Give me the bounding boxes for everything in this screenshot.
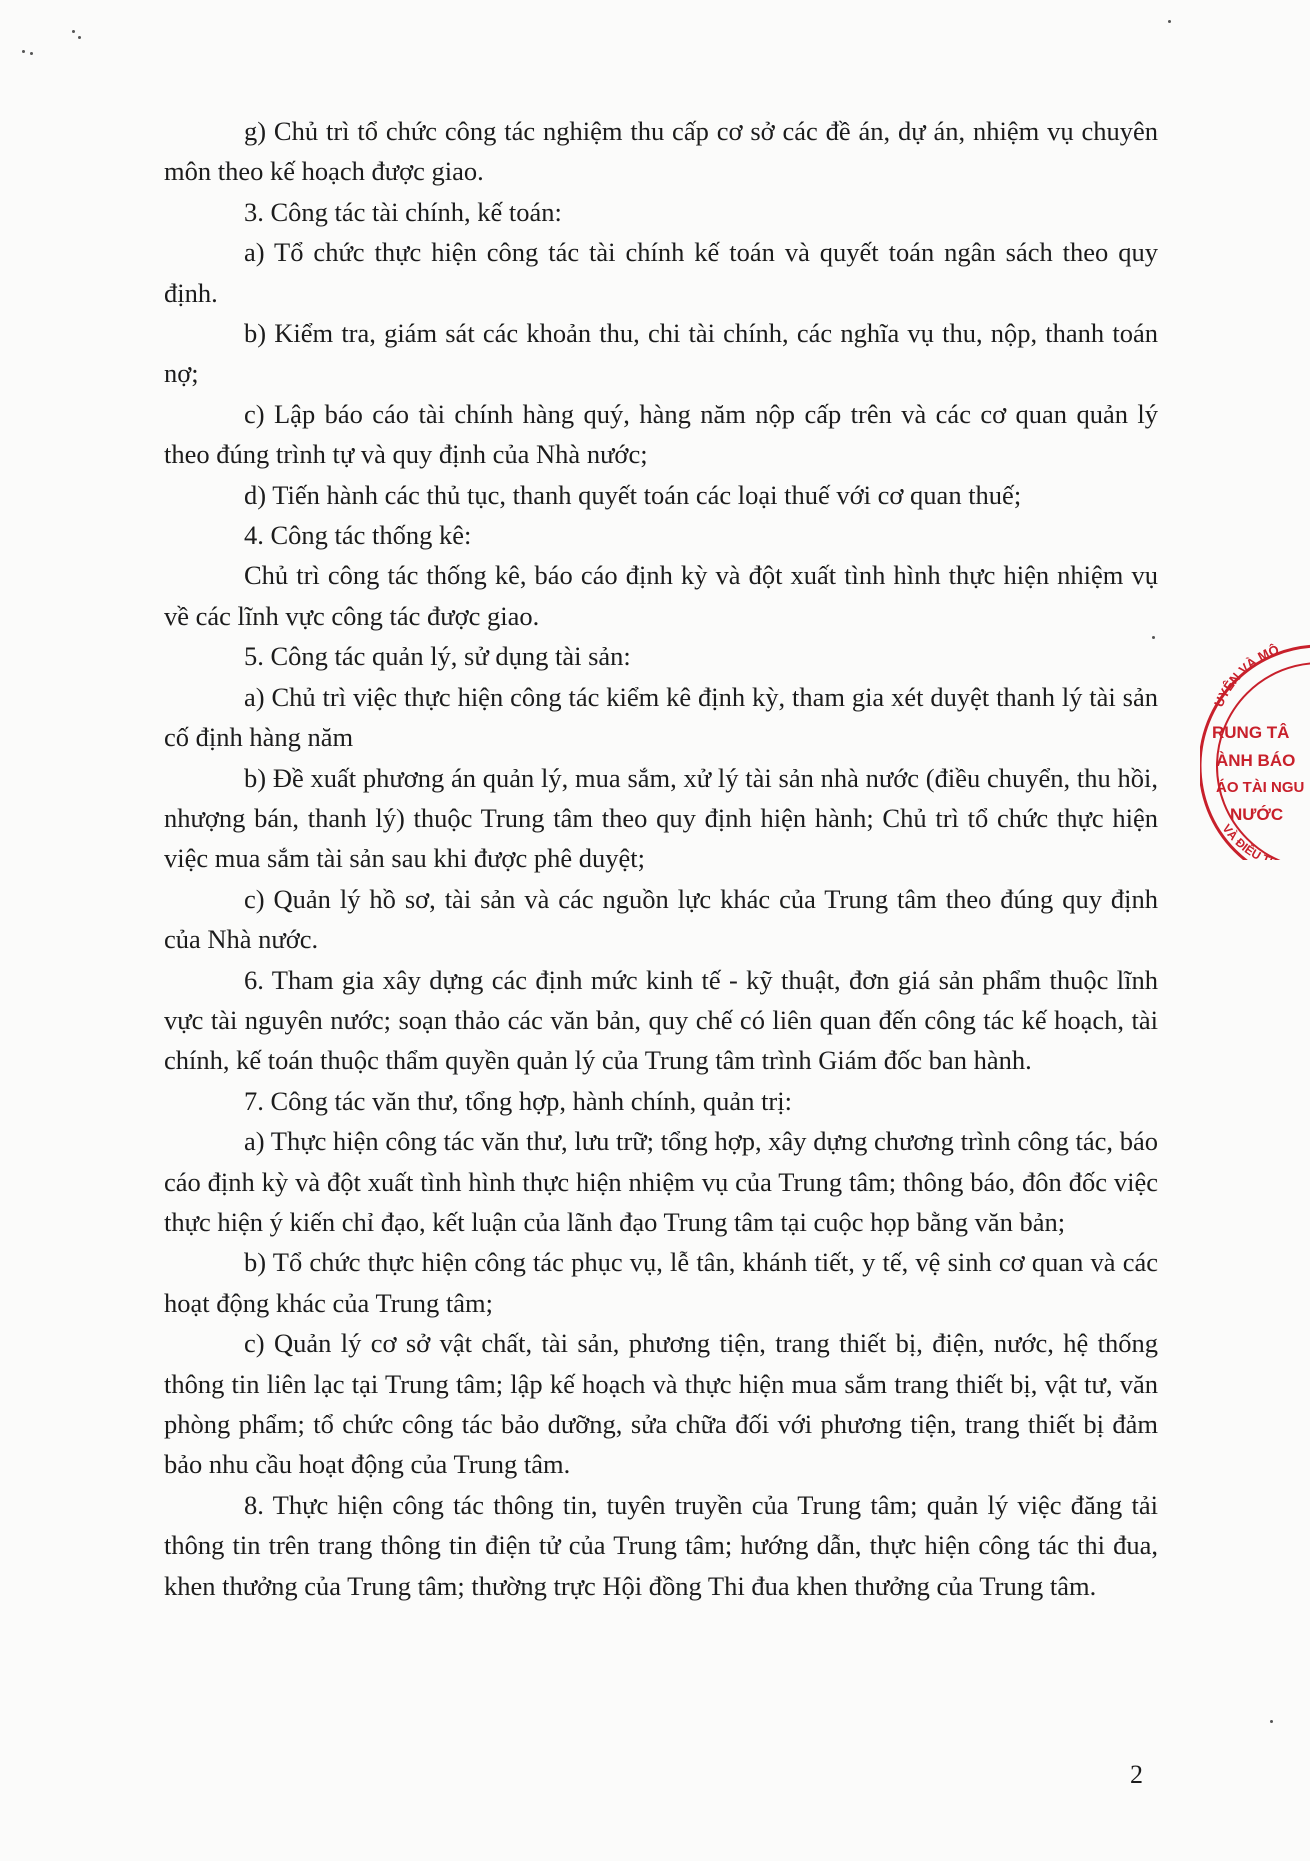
scan-speck bbox=[1152, 636, 1155, 639]
paragraph: c) Lập báo cáo tài chính hàng quý, hàng năm nộp cấp trên và các cơ quan quản lý theo đúng trình tự và quy định của Nhà nước; bbox=[164, 398, 1158, 470]
paragraph: d) Tiến hành các thủ tục, thanh quyết toán các loại thuế với cơ quan thuế; bbox=[244, 479, 1022, 510]
paragraph: 6. Tham gia xây dựng các định mức kinh tế - kỹ thuật, đơn giá sản phẩm thuộc lĩnh vực tài nguyên nước; soạn thảo các văn bản, quy chế có liên quan đến công tác kế hoạch, tài chính, kế toán thuộc thẩm quyền quản lý của Trung tâm trình Giám đốc ban hành. bbox=[164, 964, 1158, 1076]
seal-top-arc: UYÊN VÀ MÔ bbox=[1210, 641, 1282, 710]
seal-bottom-arc: VÀ ĐIỀU T bbox=[1219, 821, 1272, 860]
scan-speck bbox=[1270, 1720, 1273, 1723]
paragraph: 5. Công tác quản lý, sử dụng tài sản: bbox=[244, 641, 631, 672]
paragraph: 8. Thực hiện công tác thông tin, tuyên truyền của Trung tâm; quản lý việc đăng tải thông tin trên trang thông tin điện tử của Trung tâm; hướng dẫn, thực hiện công tác thi đua, khen thưởng của Trung tâm; thường trực Hội đồng Thi đua khen thưởng của Trung tâm. bbox=[164, 1489, 1158, 1601]
scan-speck bbox=[22, 50, 25, 53]
official-seal bbox=[1200, 620, 1310, 860]
scan-speck bbox=[1168, 20, 1171, 23]
paragraph: b) Đề xuất phương án quản lý, mua sắm, xử lý tài sản nhà nước (điều chuyển, thu hồi, nhượng bán, thanh lý) thuộc Trung tâm theo quy định hiện hành; Chủ trì tổ chức thực hiện việc mua sắm tài sản sau khi được phê duyệt; bbox=[164, 762, 1158, 874]
paragraph: g) Chủ trì tổ chức công tác nghiệm thu cấp cơ sở các đề án, dự án, nhiệm vụ chuyên môn theo kế hoạch được giao. bbox=[164, 116, 1158, 187]
page-number: 2 bbox=[1130, 1760, 1143, 1789]
paragraph: c) Quản lý hồ sơ, tài sản và các nguồn lực khác của Trung tâm theo đúng quy định của Nhà nước. bbox=[164, 883, 1158, 955]
paragraph: a) Chủ trì việc thực hiện công tác kiểm kê định kỳ, tham gia xét duyệt thanh lý tài sản cố định hàng năm bbox=[164, 681, 1158, 753]
paragraph: 4. Công tác thống kê: bbox=[244, 520, 472, 551]
seal-line: NƯỚC bbox=[1230, 805, 1284, 824]
scan-speck bbox=[78, 36, 81, 39]
paragraph: a) Tổ chức thực hiện công tác tài chính kế toán và quyết toán ngân sách theo quy định. bbox=[164, 237, 1158, 308]
paragraph: a) Thực hiện công tác văn thư, lưu trữ; tổng hợp, xây dựng chương trình công tác, báo cáo định kỳ và đột xuất tình hình thực hiện nhiệm vụ của Trung tâm; thông báo, đôn đốc việc thực hiện ý kiến chỉ đạo, kết luận của lãnh đạo Trung tâm tại cuộc họp bằng văn bản; bbox=[164, 1126, 1158, 1237]
svg-text:VÀ ĐIỀU TRA TÀI bbox=[1219, 822, 1306, 860]
paragraph: c) Quản lý cơ sở vật chất, tài sản, phương tiện, trang thiết bị, điện, nước, hệ thống thông tin liên lạc tại Trung tâm; lập kế hoạch và thực hiện mua sắm trang thiết bị, vật tư, văn phòng phẩm; tổ chức công tác bảo dưỡng, sửa chữa đối với phương tiện, trang thiết bị đảm bảo nhu cầu hoạt động của Trung tâm. bbox=[164, 1328, 1158, 1480]
seal-line: ÀNH BÁO bbox=[1216, 751, 1296, 770]
scan-speck bbox=[30, 52, 33, 55]
seal-line: ÁO TÀI NGU bbox=[1216, 779, 1305, 796]
paragraph: Chủ trì công tác thống kê, báo cáo định kỳ và đột xuất tình hình thực hiện nhiệm vụ về các lĩnh vực công tác được giao. bbox=[164, 560, 1158, 631]
paragraph: b) Kiểm tra, giám sát các khoản thu, chi tài chính, các nghĩa vụ thu, nộp, thanh toán nợ; bbox=[164, 318, 1158, 389]
seal-icon bbox=[1200, 620, 1310, 860]
paragraph: 7. Công tác văn thư, tổng hợp, hành chính, quản trị: bbox=[244, 1085, 792, 1116]
document-body bbox=[164, 111, 1158, 1606]
seal-line: RUNG TÂ bbox=[1212, 723, 1290, 742]
scan-speck bbox=[72, 30, 75, 33]
paragraph: b) Tổ chức thực hiện công tác phục vụ, lễ tân, khánh tiết, y tế, vệ sinh cơ quan và các hoạt động khác của Trung tâm; bbox=[164, 1247, 1158, 1318]
paragraph: 3. Công tác tài chính, kế toán: bbox=[244, 196, 562, 227]
